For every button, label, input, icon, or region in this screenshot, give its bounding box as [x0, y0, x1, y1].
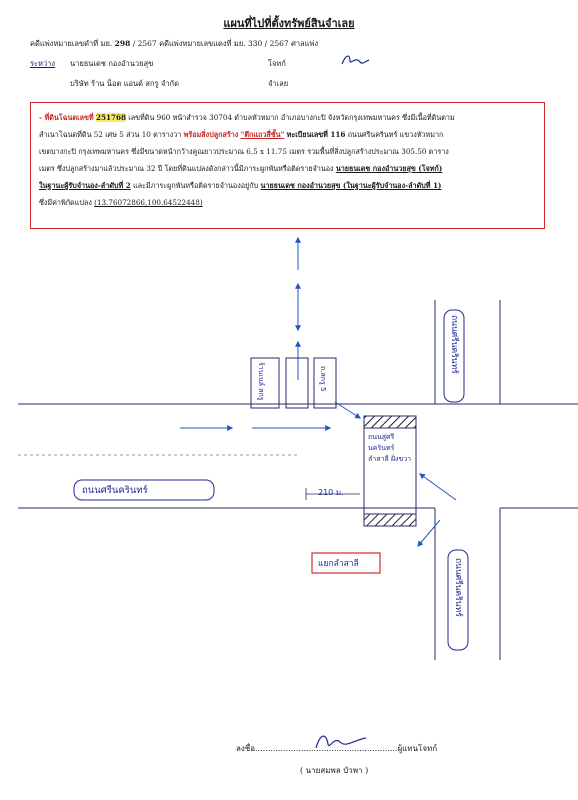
right-road-label-top: ถนนศรีนครินทร์: [449, 315, 459, 374]
case-red-number: คดีแพ่งหมายเลขแดงที่ มย. 330 / 2567: [159, 39, 289, 48]
building-type: "ตึกแถวสี่ชั้น": [240, 130, 285, 139]
header-initial-signature: [338, 52, 372, 68]
building-left-1-label: ร้านเนล์ สกรู: [257, 362, 265, 401]
court-name: ศาลแพ่ง: [291, 39, 319, 48]
mortgagee-rank-1: นายธนเดช กองอำนวยสุข (ในฐานะผู้รับจำนอง-ลำดับที่ 1): [260, 181, 442, 190]
case-black-prefix: คดีแพ่งหมายเลขดำที่ มย.: [30, 39, 113, 48]
info-deed-lead: - ที่ดินโฉนดเลขที่: [39, 113, 94, 122]
target-arrow-2: [420, 474, 456, 500]
main-road-label: ถนนศรีนครินทร์: [82, 485, 148, 496]
plaintiff-role: โจทก์: [268, 59, 286, 68]
mortgagee-plaintiff: นายธนเดช กองอำนวยสุข (โจทก์): [335, 164, 443, 173]
target-building-label: ถนนสู่ศรี นครินทร์ ลำสาลี ฝั่งขวา: [368, 433, 412, 463]
plaintiff-name: นายธนเดช กองอำนวยสุข: [70, 59, 154, 68]
intersection-arrow: [418, 520, 440, 546]
sign-dots: ........................................................: [255, 744, 398, 753]
info-line2-d: ถนนศรีนครินทร์ แขวงหัวหมาก: [347, 130, 444, 139]
signer-name: ( นายสมพล บัวพา ): [300, 766, 369, 775]
case-numbers: [30, 38, 318, 50]
building-left-2-label: ถ.สกรู 5: [319, 366, 327, 392]
building-left-2: [286, 358, 308, 408]
location-map: [0, 230, 578, 670]
info-line5-b: และมีภาระผูกพันหรือติดรายจำนองอยู่กับ: [133, 181, 259, 190]
between-label: ระหว่าง: [30, 59, 56, 68]
mortgage-rank-2: ในฐานะผู้รับจำนอง-ลำดับที่ 2: [39, 181, 131, 190]
target-hatch-bottom: [364, 514, 416, 526]
deed-number: 251768: [95, 113, 126, 122]
defendant-role: จำเลย: [268, 79, 289, 88]
sign-role: ผู้แทนโจทก์: [397, 744, 438, 753]
intersection-label: แยกลำสาลี: [318, 559, 359, 569]
info-line4-a: เมตร ซึ่งปลูกสร้างมาแล้วประมาณ 32 ปี โดยที่ดินแปลงดังกล่าวนี้มีภาระผูกพันหรือติดรายจำนอง: [39, 164, 334, 173]
distance-label: 210 ม.: [318, 488, 344, 497]
signature-line: [236, 742, 437, 755]
property-info-box: [30, 102, 545, 229]
target-hatch-top: [364, 416, 416, 428]
defendant-name: บริษัท ร้าน น็อต แอนด์ สกรู จำกัด: [70, 79, 179, 88]
case-black-number: 298: [114, 39, 131, 48]
sign-prefix: ลงชื่อ: [236, 744, 256, 753]
right-road-label-bottom: ถนนศรีนครินทร์: [453, 558, 463, 617]
page-title: แผนที่ไปที่ตั้งทรัพย์สินจำเลย: [223, 17, 355, 30]
coordinates: (13.76072866,100.64522448): [94, 198, 203, 207]
info-line2-a: สำเนาโฉนดที่ดิน 52 เศษ 5 ส่วน 10 ตารางวา: [39, 130, 182, 139]
info-line6-a: ซึ่งมีค่าพิกัดแปลง: [39, 198, 92, 207]
info-line2-b: พร้อมสิ่งปลูกสร้าง: [183, 130, 239, 139]
case-black-year: / 2567: [132, 39, 157, 48]
info-line2-c: ทะเบียนเลขที่ 116: [286, 130, 346, 139]
info-line3: เขตบางกะปิ กรุงเทพมหานคร ซึ่งมีขนาดหน้ากว้างคูณยาวประมาณ 6.5 x 11.75 เมตร รวมพื้นที่สิ่งปลูกสร้างประมาณ 305.50 ตาราง: [39, 147, 449, 156]
info-line1-rest: เลขที่ดิน 960 หน้าสำรวจ 30704 ตำบลหัวหมาก อำเภอบางกะปิ จังหวัดกรุงเทพมหานคร ซึ่งมีเนื้อที่ดินตาม: [128, 113, 455, 122]
